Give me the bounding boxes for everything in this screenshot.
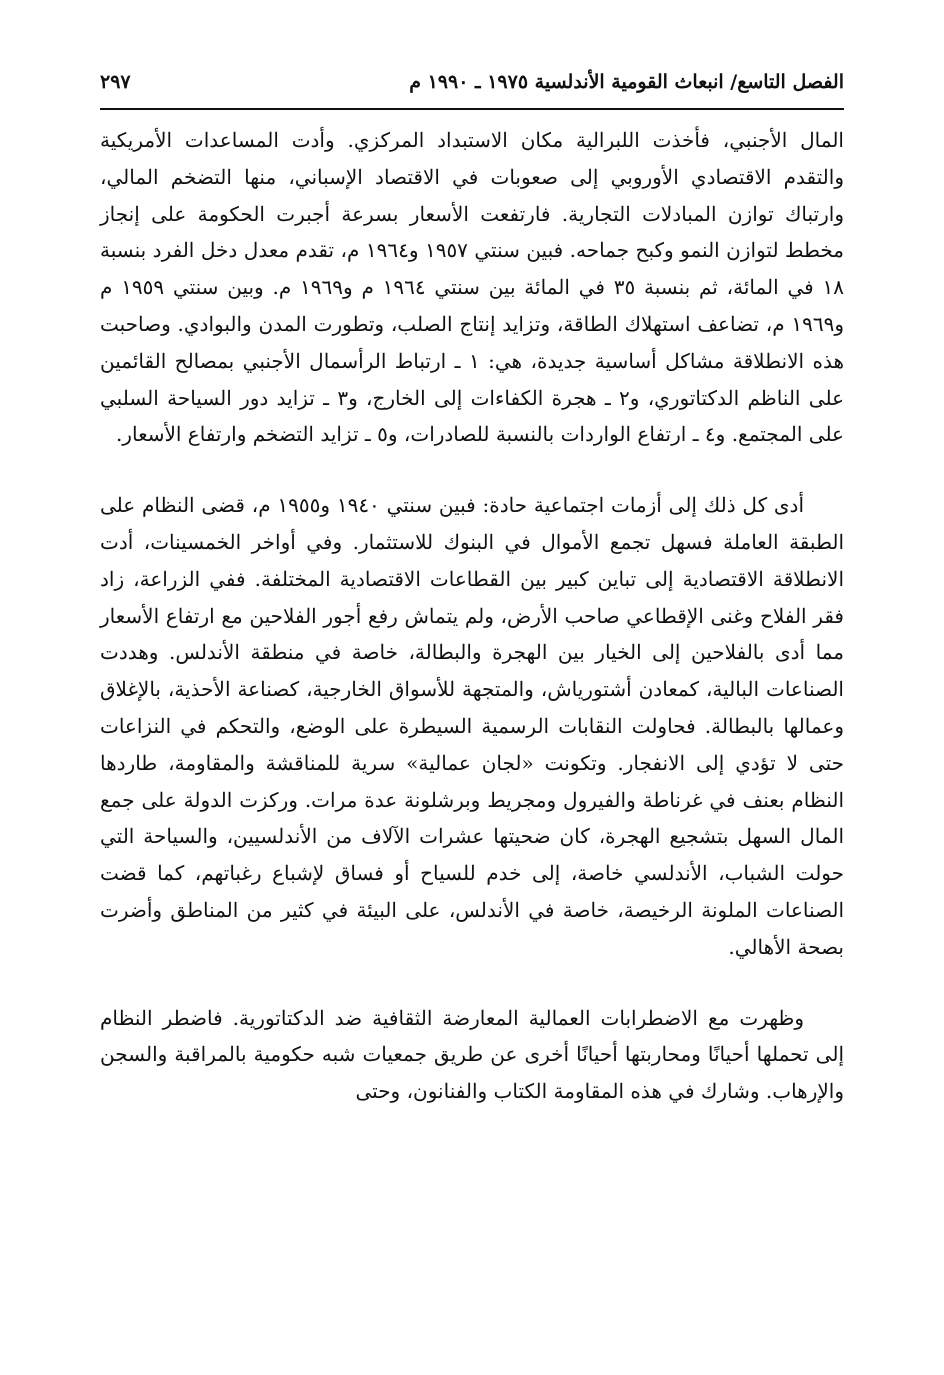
header-divider <box>100 108 844 110</box>
paragraph-3: وظهرت مع الاضطرابات العمالية المعارضة الثقافية ضد الدكتاتورية. فاضطر النظام إلى تحملها أحيانًا ومحاربتها أحيانًا أخرى عن طريق جمعيات شبه حكومية بالمراقبة والسجن والإرهاب. وشارك في هذه المقاومة الكتاب والفنانون، وحتى <box>100 1005 844 1104</box>
chapter-title: الفصل التاسع/ انبعاث القومية الأندلسية ١٩٧٥ ـ ١٩٩٠ م <box>409 71 844 93</box>
body-text <box>100 122 844 1110</box>
paragraph-1: المال الأجنبي، فأخذت اللبرالية مكان الاستبداد المركزي. وأدت المساعدات الأمريكية والتقدم الاقتصادي الأوروبي إلى صعوبات في الاقتصاد الإسباني، منها التضخم المالي، وارتباك توازن المبادلات التجارية. فارتفعت الأسعار بسرعة أجبرت الحكومة على إنجاز مخطط لتوازن النمو وكبح جماحه. فبين سنتي ١٩٥٧ و١٩٦٤ م، تقدم معدل دخل الفرد بنسبة ١٨ في المائة، ثم بنسبة ٣٥ في المائة بين سنتي ١٩٦٤ م و١٩٦٩ م. وبين سنتي ١٩٥٩ م و١٩٦٩ م، تضاعف استهلاك الطاقة، وتزايد إنتاج الصلب، وتطورت المدن والبوادي. وصاحبت هذه الانطلاقة مشاكل أساسية جديدة، هي: ١ ـ ارتباط الرأسمال الأجنبي بمصالح القائمين على الناظم الدكتاتوري، و٢ ـ هجرة الكفاءات إلى الخارج، و٣ ـ تزايد دور السياحة السلبي على المجتمع. و٤ ـ ارتفاع الواردات بالنسبة للصادرات، و٥ ـ تزايد التضخم وارتفاع الأسعار. <box>100 128 845 447</box>
paragraph-2: أدى كل ذلك إلى أزمات اجتماعية حادة: فبين سنتي ١٩٤٠ و١٩٥٥ م، قضى النظام على الطبقة العاملة فسهل تجمع الأموال في البنوك للاستثمار. وفي أواخر الخمسينات، أدت الانطلاقة الاقتصادية إلى تباين كبير بين القطاعات الاقتصادية المختلفة. ففي الزراعة، زاد فقر الفلاح وغنى الإقطاعي صاحب الأرض، ولم يتماش رفع أجور الفلاحين مع ارتفاع الأسعار مما أدى بالفلاحين إلى الخيار بين الهجرة والبطالة، خاصة في منطقة الأندلس. وهددت الصناعات البالية، كمعادن أشتورياش، والمتجهة للأسواق الخارجية، كصناعة الأحذية، بالإغلاق وعمالها بالبطالة. فحاولت النقابات الرسمية السيطرة على الوضع، والتحكم في النزاعات حتى لا تؤدي إلى الانفجار. وتكونت «لجان عمالية» سرية للمناقشة والمقاومة، طاردها النظام بعنف في غرناطة والفيرول ومجريط وبرشلونة عدة مرات. وركزت الدولة على جمع المال السهل بتشجيع الهجرة، كان ضحيتها عشرات الآلاف من الأندلسيين، والسياحة التي حولت الشباب، الأندلسي خاصة، إلى خدم للسياح أو فساق لإشباع رغباتهم، كما قضت الصناعات الملونة الرخيصة، خاصة في الأندلس، على البيئة في كثير من المناطق وأضرت بصحة الأهالي. <box>100 493 844 959</box>
page-number: ٢٩٧ <box>100 71 131 93</box>
running-header <box>100 62 844 102</box>
